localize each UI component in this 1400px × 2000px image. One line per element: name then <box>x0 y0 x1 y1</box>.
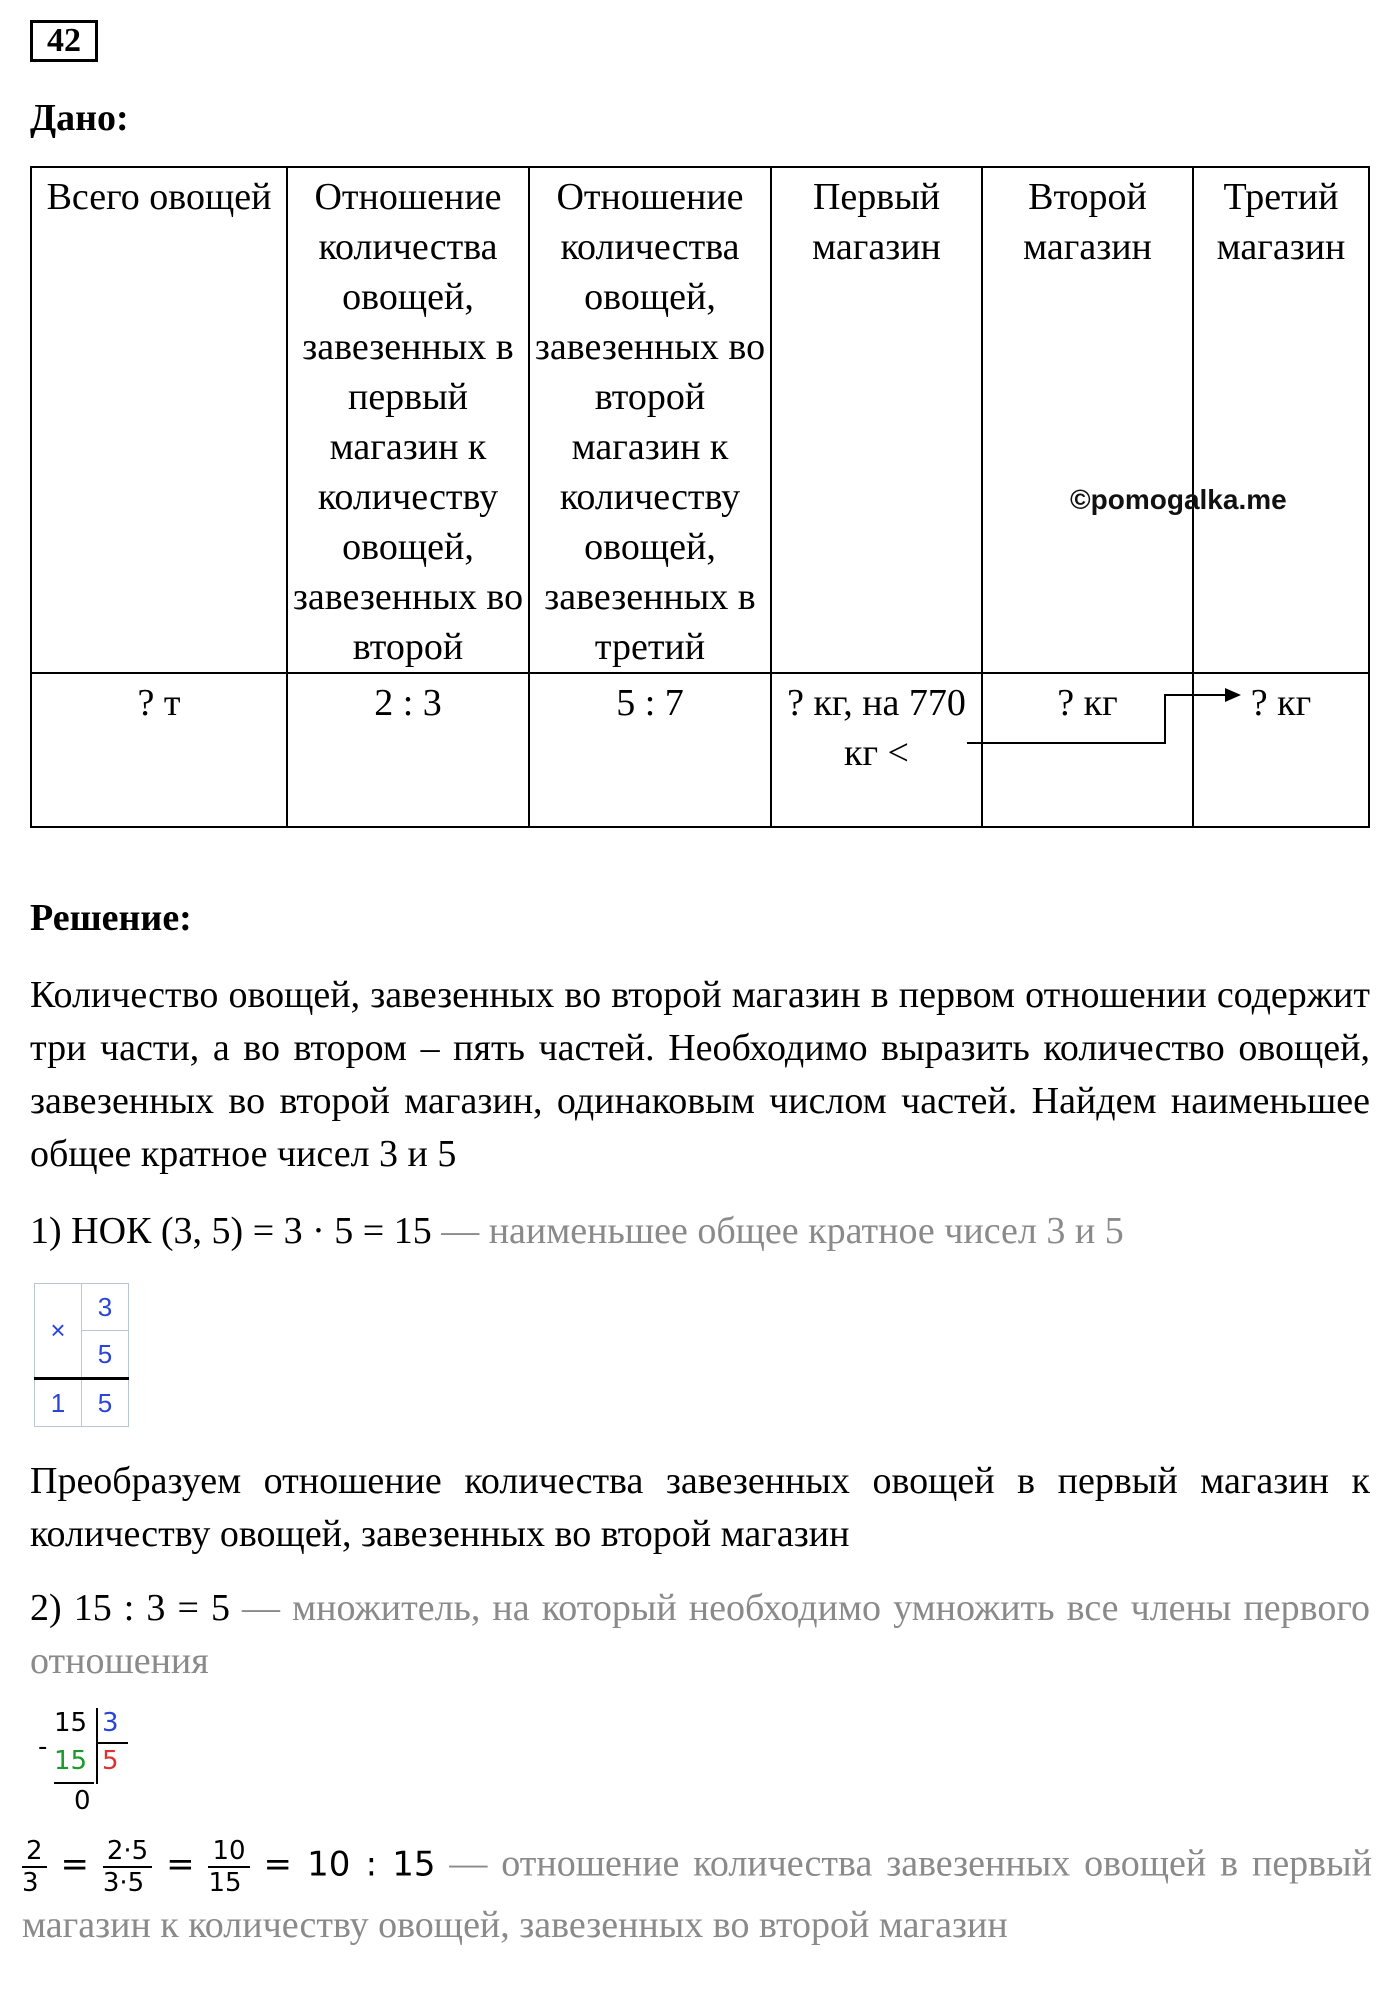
solution-heading: Решение: <box>30 897 192 939</box>
fraction <box>103 1836 152 1898</box>
divisor: 3 <box>102 1708 119 1738</box>
product-digit: 1 <box>35 1379 82 1427</box>
header-cell: Третий магазин <box>1193 167 1369 673</box>
value-cell: ? т <box>31 673 287 827</box>
comparison-arrow <box>960 685 1245 755</box>
multiplier: 5 <box>82 1331 129 1379</box>
header-cell: Отношение количества овощей, завезенных во второй магазин к количеству овощей, завезенных в третий <box>529 167 771 673</box>
multiply-sign: × <box>35 1284 82 1379</box>
equals-sign: = <box>60 1844 89 1885</box>
value-cell: ? кг <box>1193 673 1369 827</box>
task-number-badge: 42 <box>30 20 98 62</box>
subtraction-rule <box>54 1782 94 1784</box>
table-header-row <box>31 167 1369 673</box>
division-calc <box>34 1708 144 1828</box>
fraction <box>208 1836 249 1898</box>
value-cell: ? кг, на 770 кг < <box>771 673 982 827</box>
header-cell: Всего овощей <box>31 167 287 673</box>
step-1-expression: 1) НОК (3, 5) = 3 · 5 = 15 <box>30 1210 432 1252</box>
step-2-expression: 2) 15 : 3 = 5 <box>30 1587 230 1629</box>
fraction-step <box>22 1836 1372 1952</box>
header-cell: Первый магазин <box>771 167 982 673</box>
step-1-comment: — наименьшее общее кратное чисел 3 и 5 <box>441 1210 1124 1252</box>
quotient: 5 <box>102 1746 119 1776</box>
given-heading: Дано: <box>30 97 129 139</box>
step-2-comment: — множитель, на который необходимо умножить все члены первого отношения <box>30 1587 1370 1682</box>
dividend: 15 <box>54 1708 88 1738</box>
subtrahend: 15 <box>54 1746 88 1776</box>
divisor-rule <box>98 1742 128 1744</box>
step-2 <box>30 1582 1370 1688</box>
multiplication-calc <box>34 1283 129 1427</box>
header-cell: Второй магазин <box>982 167 1193 673</box>
watermark: ©pomogalka.me <box>1070 484 1287 515</box>
value-cell: ? кг <box>982 673 1193 827</box>
step-1 <box>30 1205 1370 1258</box>
value-cell: 5 : 7 <box>529 673 771 827</box>
denominator: 15 <box>208 1868 242 1898</box>
value-cell: 2 : 3 <box>287 673 529 827</box>
denominator: 3·5 <box>102 1868 145 1898</box>
minus-sign: - <box>38 1732 48 1762</box>
header-cell: Отношение количества овощей, завезенных в первый магазин к количеству овощей, завезенных во второй <box>287 167 529 673</box>
multiplicand: 3 <box>82 1284 129 1331</box>
division-bracket <box>96 1708 98 1784</box>
remainder: 0 <box>74 1786 91 1816</box>
product-digit: 5 <box>82 1379 129 1427</box>
equals-sign: = <box>166 1844 195 1885</box>
ratio-result: = 10 : 15 <box>263 1844 436 1885</box>
numerator: 10 <box>208 1836 249 1868</box>
numerator: 2 <box>22 1836 47 1868</box>
numerator: 2·5 <box>103 1836 152 1868</box>
denominator: 3 <box>22 1868 39 1898</box>
fraction-comment: — отношение количества завезенных овощей в первый магазин к количеству овощей, завезенных во второй магазин <box>22 1842 1372 1946</box>
fraction <box>22 1836 47 1898</box>
paragraph-lcm-intro: Количество овощей, завезенных во второй магазин в первом отношении содержит три части, а во втором – пять частей. Необходимо выразить количество овощей, завезенных во второй магазин, одинаковым числом частей. Найдем наименьшее общее кратное чисел 3 и 5 <box>30 974 1370 1175</box>
paragraph-transform: Преобразуем отношение количества завезенных овощей в первый магазин к количеству овощей, завезенных во второй магазин <box>30 1460 1370 1555</box>
